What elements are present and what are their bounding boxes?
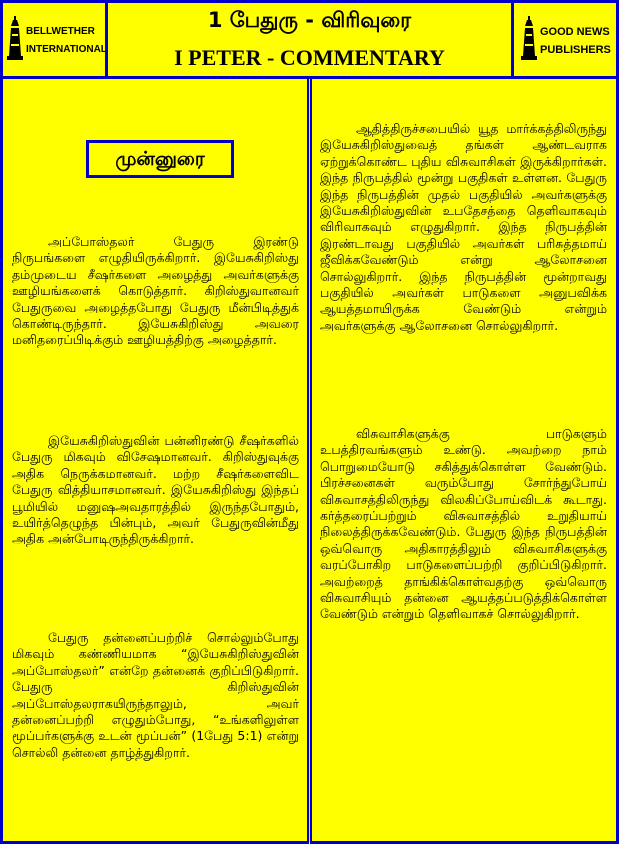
lighthouse-icon xyxy=(6,16,24,60)
good-news-publishers-logo xyxy=(511,0,619,79)
bellwether-logo xyxy=(0,0,108,79)
page-title-english: I PETER - COMMENTARY xyxy=(174,45,445,70)
column-divider xyxy=(307,79,312,844)
title-area xyxy=(108,0,511,79)
header-bar xyxy=(0,0,619,79)
lighthouse-icon xyxy=(520,16,538,60)
right-paragraph-1: ஆதித்திருச்சபையில் யூத மார்க்கத்திலிருந்து இயேசுகிறிஸ்துவைத் தங்கள் ஆண்டவராக ஏற்றுக்கொண்ட புதிய விசுவாசிகள் இருக்கிறார்கள். இந்த நிருபத்தில் மூன்று பகுதிகள் உள்ளன. பேதுரு இந்த நிருபத்தின் முதல் பகுதியில் அவர்களுக்கு இயேசுகிறிஸ்துவின் உபதேசத்தை தெளிவாகவும் விரிவாகவும் எழுதுகிறார். இந்த நிருபத்தின் இரண்டாவது பகுதியில் அவர்கள் பரிசுத்தமாய் ஜீவிக்கவேண்டும் என்று ஆலோசனை சொல்லுகிறார். இந்த நிருபத்தின் மூன்றாவது பகுதியில் அவர்கள் பாடுகளை அனுபவிக்க ஆயத்தமாயிருக்க வேண்டும் என்றும் அவர்களுக்கு ஆலோசனை சொல்லுகிறார். xyxy=(320,121,607,333)
left-paragraph-2: இயேசுகிறிஸ்துவின் பன்னிரண்டு சீஷர்களில் பேதுரு மிகவும் விசேஷமானவர். கிறிஸ்துவுக்கு அதிக நெருக்கமானவர். மற்ற சீஷர்களைவிட பேதுரு வித்தியாசமானவர். இயேசுகிறிஸ்து இந்தப் பூமியில் மனுஷஅவதாரத்தில் இருந்தபோதும், உயிர்த்தெழுந்த பின்பும், அவர் பேதுருவின்மீது அதிக அன்போடிருந்திருக்கிறார். xyxy=(12,433,299,547)
left-logo-line2: INTERNATIONAL xyxy=(26,44,107,55)
page-title-tamil: 1 பேதுரு - விரிவுரை xyxy=(207,8,412,32)
right-logo-line2: PUBLISHERS xyxy=(540,44,611,56)
left-logo-line1: BELLWETHER xyxy=(26,26,95,37)
left-paragraph-1: அப்போஸ்தலர் பேதுரு இரண்டு நிருபங்களை எழுதியிருக்கிறார். இயேசுகிறிஸ்து தம்முடைய சீஷர்களை அழைத்து அவர்களுக்கு ஊழியங்களைக் கொடுத்தார். கிறிஸ்துவானவர் பேதுருவை அழைத்தபோது பேதுரு மீன்பிடித்துக் கொண்டிருந்தார். இயேசுகிறிஸ்து அவரை மனிதரைப்பிடிக்கும் ஊழியத்திற்கு அழைத்தார். xyxy=(12,234,299,348)
right-logo-line1: GOOD NEWS xyxy=(540,26,610,38)
right-paragraph-2: விசுவாசிகளுக்கு பாடுகளும் உபத்திரவங்களும் உண்டு. அவற்றை நாம் பொறுமையோடு சகித்துக்கொள்ள வேண்டும். பிரச்சனைகள் வரும்போது சோர்ந்துபோய் விசுவாசத்திலிருந்து விலகிப்போய்விடக் கூடாது. கர்த்தரைப்பற்றும் விசுவாசத்தில் உறுதியாய் நிலைத்திருக்கவேண்டும். பேதுரு இந்த நிருபத்தின் ஒவ்வொரு அதிகாரத்திலும் விசுவாசிகளுக்கு வரப்போகிற பாடுகளைப்பற்றி குறிப்பிடுகிறார். அவற்றைத் தாங்கிக்கொள்வதற்கு ஒவ்வொரு விசுவாசியும் தன்னை ஆயத்தப்படுத்திக்கொள்ள வேண்டும் என்றும் தெளிவாகச் சொல்லுகிறார். xyxy=(320,426,607,622)
section-heading: முன்னுரை xyxy=(86,140,234,178)
left-paragraph-3: பேதுரு தன்னைப்பற்றிச் சொல்லும்போது மிகவும் கண்ணியமாக “இயேசுகிறிஸ்துவின் அப்போஸ்தலர்” என்றே தன்னைக் குறிப்பிடுகிறார். பேதுரு கிறிஸ்துவின் அப்போஸ்தலராகயிருந்தாலும், அவர் தன்னைப்பற்றி எழுதும்போது, “உங்களிலுள்ள மூப்பர்களுக்கு உடன் மூப்பன்” (1பேது 5:1) என்று சொல்லி தன்னை தாழ்த்துகிறார். xyxy=(12,630,299,760)
